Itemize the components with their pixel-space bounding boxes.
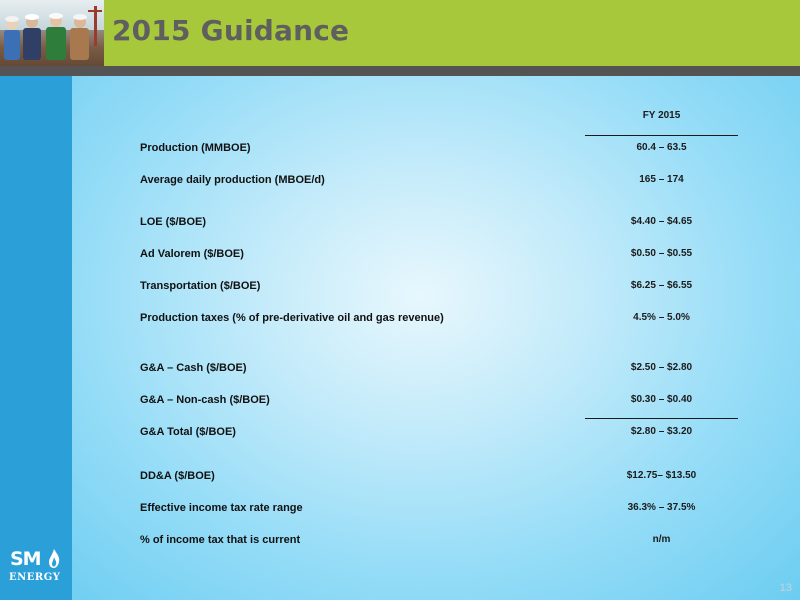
table-row [0,470,800,486]
table-row [0,280,800,296]
row-value: $4.40 – $4.65 [630,216,693,227]
row-label: G&A – Non-cash ($/BOE) [140,394,270,406]
subtotal-rule [585,418,738,419]
row-label: G&A Total ($/BOE) [140,426,236,438]
row-value: 4.5% – 5.0% [633,312,690,323]
table-row [0,312,800,328]
table-row [0,142,800,158]
row-label: Production taxes (% of pre-derivative oil and gas revenue) [140,312,444,324]
row-label: G&A – Cash ($/BOE) [140,362,247,374]
table-row [0,174,800,190]
row-value: $0.30 – $0.40 [630,394,693,405]
logo-mark: SM [10,548,41,570]
table-row [0,362,800,378]
column-header: FY 2015 [642,110,681,121]
row-label: Average daily production (MBOE/d) [140,174,325,186]
logo-wordmark: ENERGY [9,572,61,583]
row-label: % of income tax that is current [140,534,301,546]
row-label: Ad Valorem ($/BOE) [140,248,244,260]
row-value: n/m [652,534,671,545]
page-title: 2015 Guidance [112,14,350,47]
row-value: $0.50 – $0.55 [630,248,693,259]
table-row [0,216,800,232]
table-row [0,394,800,410]
table-row [0,248,800,264]
table-row [0,534,800,550]
company-logo [8,548,64,588]
row-value: $6.25 – $6.55 [630,280,693,291]
row-value: $2.50 – $2.80 [630,362,693,373]
table-row [0,502,800,518]
row-value: 36.3% – 37.5% [627,502,696,513]
row-label: Effective income tax rate range [140,502,303,514]
row-label: Production (MMBOE) [140,142,251,154]
table-row [0,426,800,442]
page-number: 13 [779,582,792,594]
row-label: Transportation ($/BOE) [140,280,261,292]
row-value: $2.80 – $3.20 [630,426,693,437]
row-value: 60.4 – 63.5 [636,142,687,153]
flame-icon [48,549,60,574]
row-value: 165 – 174 [639,174,684,185]
header-underline [585,135,738,136]
row-label: DD&A ($/BOE) [140,470,215,482]
row-label: LOE ($/BOE) [140,216,207,228]
row-value: $12.75– $13.50 [626,470,697,481]
